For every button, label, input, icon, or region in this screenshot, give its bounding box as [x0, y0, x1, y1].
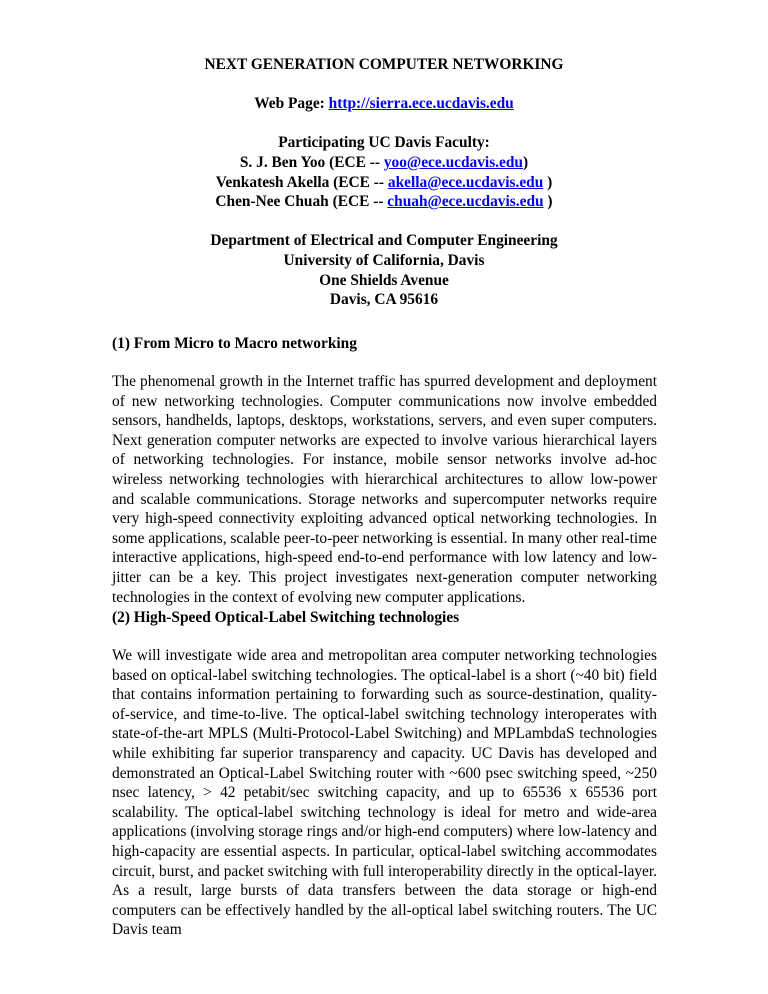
section-heading: (1) From Micro to Macro networking: [112, 335, 357, 352]
section-heading: (2) High-Speed Optical-Label Switching technologies: [112, 609, 460, 626]
faculty-member: Chen-Nee Chuah (ECE -- chuah@ece.ucdavis.edu ): [215, 193, 553, 211]
email-link-chuah[interactable]: chuah@ece.ucdavis.edu: [387, 193, 544, 211]
faculty-member: Venkatesh Akella (ECE -- akella@ece.ucdavis.edu ): [215, 173, 553, 191]
email-link-yoo[interactable]: yoo@ece.ucdavis.edu: [383, 153, 523, 171]
address-line: Department of Electrical and Computer Engineering: [210, 232, 558, 250]
webpage-line: [0, 94, 768, 114]
document-header: [0, 55, 768, 310]
webpage-link[interactable]: http://sierra.ece.ucdavis.edu: [328, 95, 514, 113]
section-body: We will investigate wide area and metropolitan area computer networking technologies based on optical-label switching technologies. The optical-label is a short (~40 bit) field that contains information pertaining to forwarding such as source-destination, quality-of-service, and time-to-live. The optical-label switching technology interoperates with state-of-the-art MPLS (Multi-Protocol-Label Switching) and MPLambdaS technologies while exhibiting far superior transparency and capacity. UC Davis has developed and demonstrated an Optical-Label Switching router with ~600 psec switching speed, ~250 nsec latency, > 42 petabit/sec switching capacity, and up to 65536 x 65536 port scalability. The optical-label switching technology is ideal for metro and wide-area applications (involving storage rings and/or high-end computers) where low-latency and high-capacity are essential aspects. In particular, optical-label switching accommodates circuit, burst, and packet switching with full interoperability directly in the optical-layer. As a result, large bursts of data transfers between the data storage or high-end computers can be effectively handled by the all-optical label switching routers. The UC Davis team: [112, 647, 657, 939]
email-link-akella[interactable]: akella@ece.ucdavis.edu: [387, 173, 544, 191]
address-line: University of California, Davis: [283, 251, 485, 269]
section-body: The phenomenal growth in the Internet traffic has spurred development and deployment of new networking technologies. Computer communications now involve embedded sensors, handhelds, laptops, desktops, workstations, servers, and even super computers. Next generation computer networks are expected to involve various hierarchical layers of networking technologies. For instance, mobile sensor networks involve ad-hoc wireless networking technologies with hierarchical architectures to allow low-power and scalable communications. Storage networks and supercomputer networks require very high-speed connectivity exploiting advanced optical networking technologies. In some applications, scalable peer-to-peer networking is essential. In many other real-time interactive applications, high-speed end-to-end performance with low latency and low-jitter can be a key. This project investigates next-generation computer networking technologies in the context of evolving new computer applications.: [112, 373, 658, 606]
address-line: Davis, CA 95616: [329, 291, 439, 309]
address-line: One Shields Avenue: [319, 271, 449, 289]
webpage-label: Web Page:: [254, 95, 329, 113]
faculty-member: S. J. Ben Yoo (ECE -- yoo@ece.ucdavis.edu): [239, 153, 529, 171]
faculty-heading: Participating UC Davis Faculty:: [278, 134, 490, 152]
document-title: NEXT GENERATION COMPUTER NETWORKING: [204, 56, 564, 73]
